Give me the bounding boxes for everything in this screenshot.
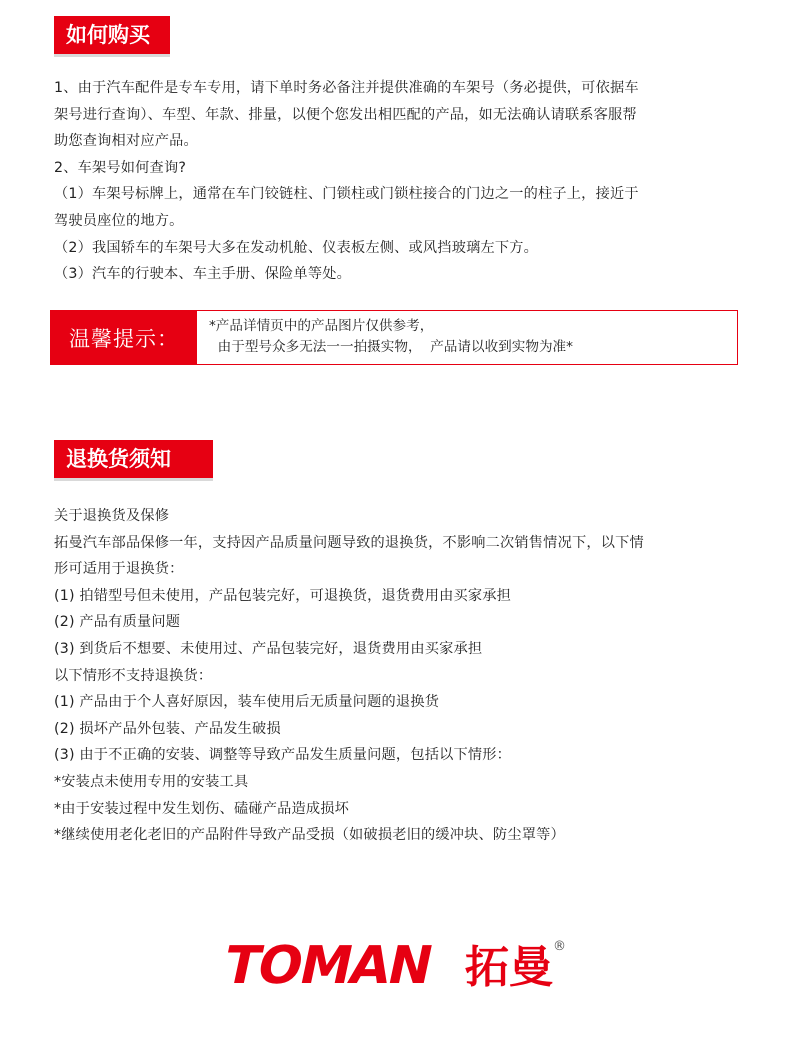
purchase-line: 驾驶员座位的地方。 bbox=[54, 212, 184, 229]
purchase-line: （1）车架号标牌上，通常在车门铰链柱、门锁柱或门锁柱接合的门边之一的柱子上，接近于 bbox=[54, 186, 639, 203]
returns-line: (1) 产品由于个人喜好原因，装车使用后无质量问题的退换货 bbox=[54, 694, 440, 711]
purchase-line: 1、由于汽车配件是专车专用，请下单时务必备注并提供准确的车架号（务必提供，可依据车 bbox=[54, 80, 639, 96]
notice-text bbox=[197, 311, 573, 364]
returns-policy bbox=[54, 503, 744, 849]
purchase-line: 助您查询相对应产品。 bbox=[54, 133, 198, 150]
purchase-line: （3）汽车的行驶本、车主手册、保险单等处。 bbox=[54, 266, 351, 283]
returns-line: (2) 损坏产品外包装、产品发生破损 bbox=[54, 720, 281, 737]
returns-line: *安装点未使用专用的安装工具 bbox=[54, 773, 249, 790]
purchase-instructions bbox=[54, 75, 744, 288]
toman-logo bbox=[215, 928, 575, 998]
purchase-heading: 如何购买 bbox=[54, 16, 170, 54]
notice-line: *产品详情页中的产品图片仅供参考， bbox=[209, 318, 434, 334]
returns-line: 以下情形不支持退换货： bbox=[54, 667, 213, 684]
returns-line: 形可适用于退换货： bbox=[54, 561, 184, 578]
returns-line: 关于退换货及保修 bbox=[54, 508, 170, 524]
notice-line: 由于型号众多无法一一拍摄实物， 产品请以收到实物为准* bbox=[209, 339, 573, 355]
purchase-line: 架号进行查询）、车型、年款、排量，以便个您发出相匹配的产品，如无法确认请联系客服帮 bbox=[54, 106, 637, 123]
purchase-line: 2、车架号如何查询? bbox=[54, 159, 187, 176]
returns-line: (1) 拍错型号但未使用，产品包装完好，可退换货，退货费用由买家承担 bbox=[54, 587, 512, 604]
notice-label: 温馨提示： bbox=[51, 311, 197, 364]
returns-line: (3) 由于不正确的安装、调整等导致产品发生质量问题，包括以下情形： bbox=[54, 747, 512, 764]
purchase-line: （2）我国轿车的车架号大多在发动机舱、仪表板左侧、或风挡玻璃左下方。 bbox=[54, 239, 539, 256]
logo-latin: TOMAN bbox=[218, 935, 437, 996]
returns-line: (2) 产品有质量问题 bbox=[54, 614, 181, 631]
returns-line: *由于安装过程中发生划伤、磕碰产品造成损坏 bbox=[54, 800, 350, 817]
returns-line: 拓曼汽车部品保修一年，支持因产品质量问题导致的退换货，不影响二次销售情况下，以下情 bbox=[54, 534, 644, 551]
returns-line: (3) 到货后不想要、未使用过、产品包装完好，退货费用由买家承担 bbox=[54, 640, 483, 657]
returns-heading: 退换货须知 bbox=[54, 440, 213, 478]
returns-line: *继续使用老化老旧的产品附件导致产品受损（如破损老旧的缓冲块、防尘罩等） bbox=[54, 827, 565, 844]
notice-box bbox=[50, 310, 738, 365]
logo-chinese: 拓曼 bbox=[465, 942, 553, 993]
logo-registered-mark: ® bbox=[553, 939, 566, 954]
